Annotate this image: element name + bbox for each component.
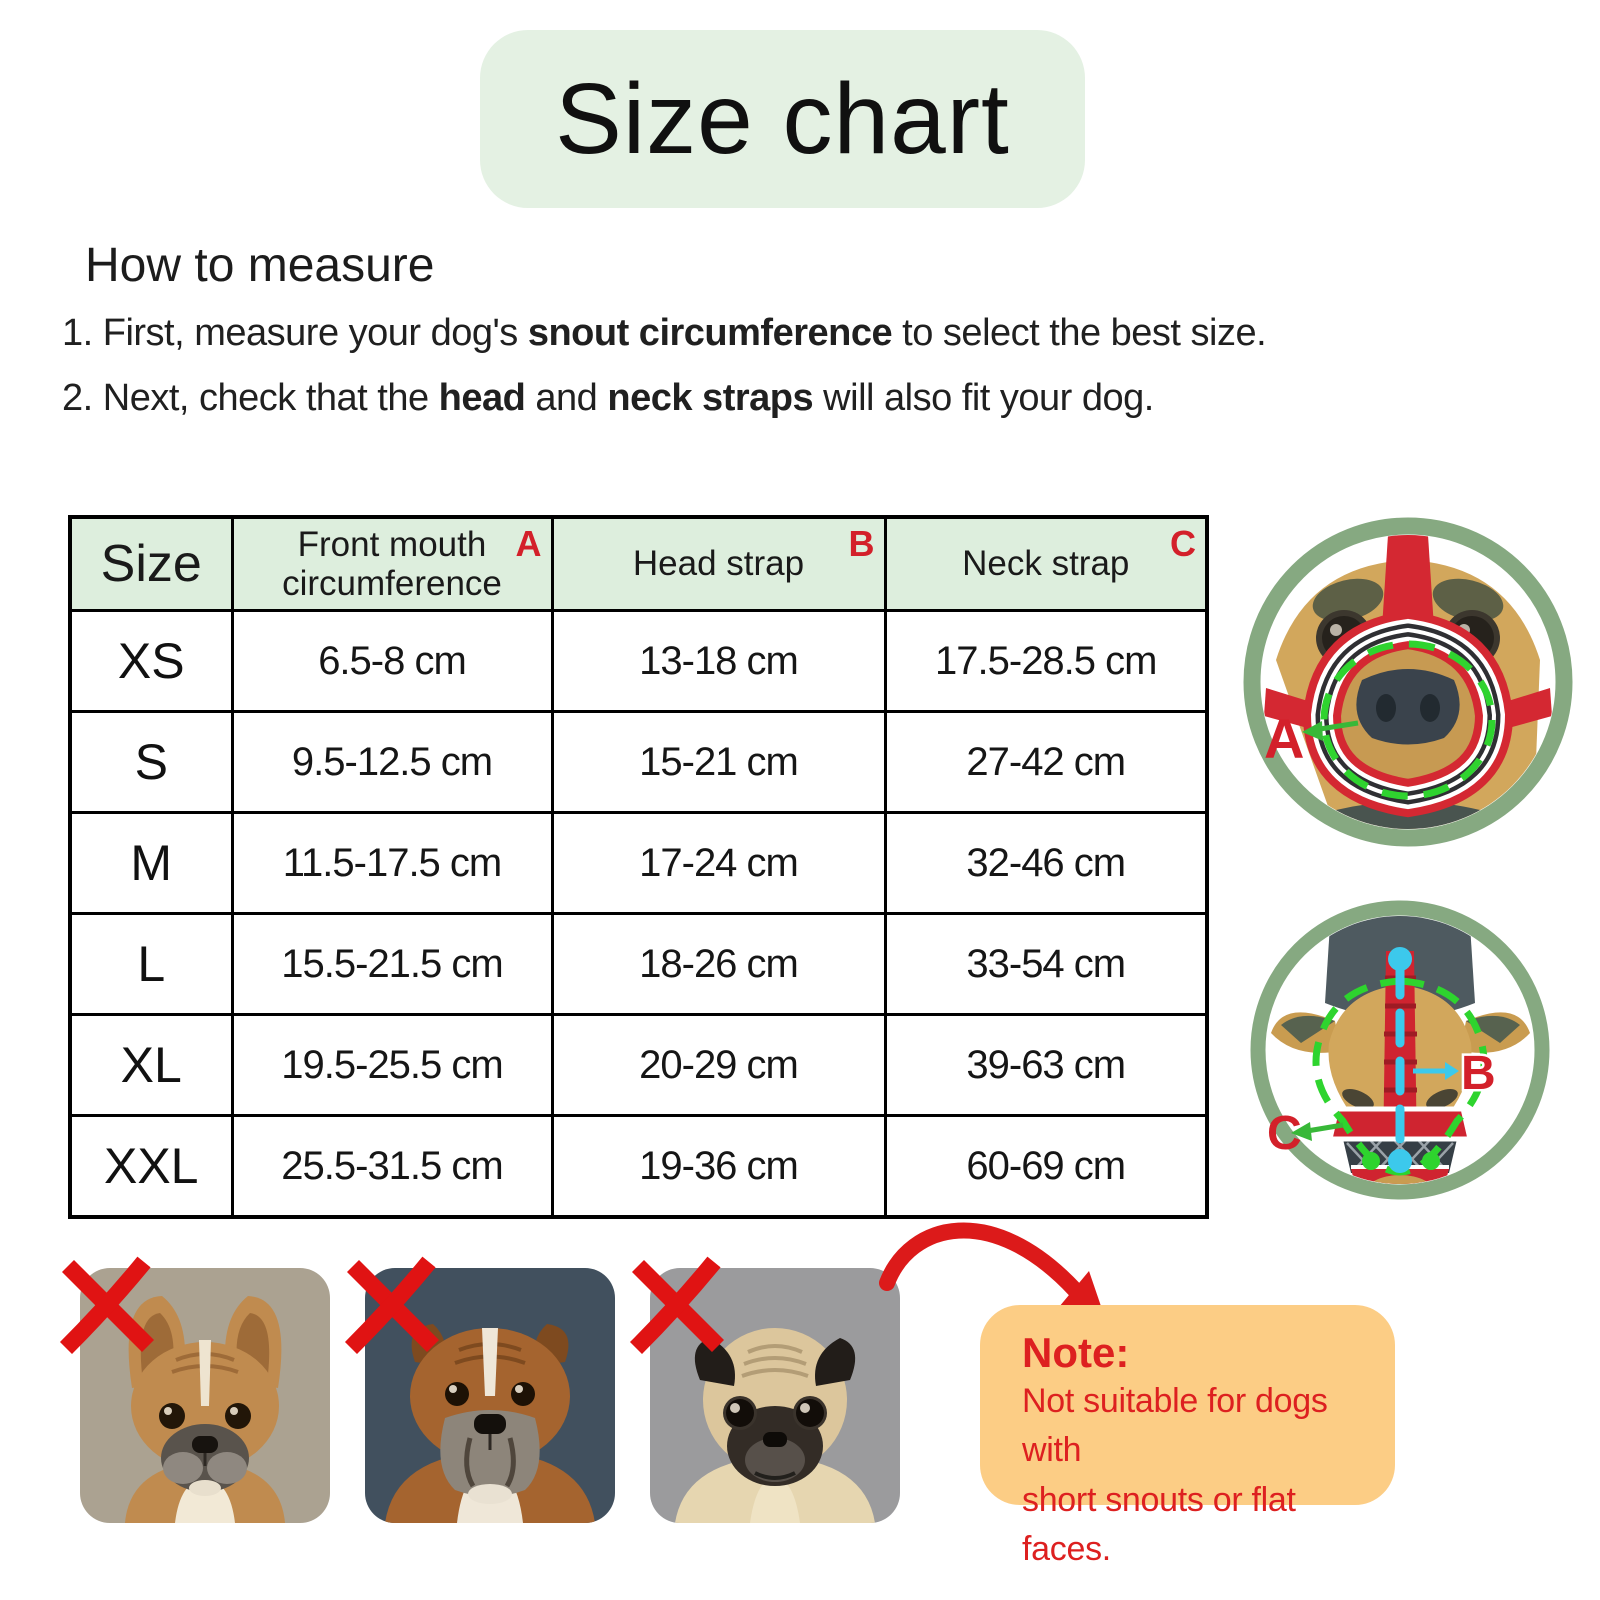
neck-strap-cell: 32-46 cm <box>885 813 1207 914</box>
label-b: B <box>1461 1047 1496 1100</box>
table-row <box>70 813 1207 914</box>
column-header-neck-strap: Neck strap C <box>885 517 1207 611</box>
table-row <box>70 1015 1207 1116</box>
front-mouth-cell: 11.5-17.5 cm <box>232 813 552 914</box>
size-cell: XS <box>70 611 232 712</box>
muzzle-top-view-diagram <box>1243 893 1558 1208</box>
head-strap-cell: 15-21 cm <box>552 712 885 813</box>
measure-step-1: 1. First, measure your dog's snout circumference to select the best size. <box>62 312 1267 354</box>
label-c: C <box>1267 1107 1302 1160</box>
note-line: short snouts or flat faces. <box>1022 1480 1296 1568</box>
size-cell: XXL <box>70 1116 232 1218</box>
front-mouth-cell: 15.5-21.5 cm <box>232 914 552 1015</box>
front-mouth-cell: 25.5-31.5 cm <box>232 1116 552 1218</box>
muzzle-front-view-diagram <box>1236 510 1580 854</box>
column-header-front-mouth: Front mouth circumference A <box>232 517 552 611</box>
note-line: Not suitable for dogs with <box>1022 1382 1328 1470</box>
head-strap-cell: 18-26 cm <box>552 914 885 1015</box>
red-x-icon <box>626 1252 728 1354</box>
note-heading: Note: <box>1022 1329 1130 1376</box>
title-badge <box>480 30 1085 208</box>
size-cell: M <box>70 813 232 914</box>
note-box <box>980 1305 1395 1568</box>
table-header-row <box>70 517 1207 611</box>
head-strap-cell: 19-36 cm <box>552 1116 885 1218</box>
front-mouth-cell: 6.5-8 cm <box>232 611 552 712</box>
neck-strap-cell: 39-63 cm <box>885 1015 1207 1116</box>
size-cell: XL <box>70 1015 232 1116</box>
size-cell: L <box>70 914 232 1015</box>
front-mouth-cell: 9.5-12.5 cm <box>232 712 552 813</box>
green-dot <box>1422 1152 1440 1170</box>
size-cell: S <box>70 712 232 813</box>
neck-strap-cell: 27-42 cm <box>885 712 1207 813</box>
measurement-letter-a: A <box>515 523 542 564</box>
size-table <box>68 515 1209 1219</box>
table-row <box>70 914 1207 1015</box>
column-header-head-strap: Head strap B <box>552 517 885 611</box>
front-mouth-cell: 19.5-25.5 cm <box>232 1015 552 1116</box>
measurement-letter-b: B <box>848 523 875 564</box>
red-x-icon <box>341 1252 443 1354</box>
table-row <box>70 712 1207 813</box>
neck-strap-cell: 33-54 cm <box>885 914 1207 1015</box>
label-a: A <box>1264 707 1305 770</box>
head-strap-cell: 17-24 cm <box>552 813 885 914</box>
page-title: Size chart <box>555 62 1010 175</box>
red-x-icon <box>56 1252 158 1354</box>
measure-step-2: 2. Next, check that the head and neck straps will also fit your dog. <box>62 377 1154 419</box>
neck-strap-cell: 17.5-28.5 cm <box>885 611 1207 712</box>
table-row <box>70 611 1207 712</box>
column-header-size: Size <box>70 517 232 611</box>
green-dot <box>1362 1152 1380 1170</box>
head-strap-cell: 13-18 cm <box>552 611 885 712</box>
measurement-letter-c: C <box>1170 523 1196 564</box>
neck-strap-cell: 60-69 cm <box>885 1116 1207 1218</box>
head-strap-cell: 20-29 cm <box>552 1015 885 1116</box>
how-to-measure-heading: How to measure <box>85 239 435 292</box>
